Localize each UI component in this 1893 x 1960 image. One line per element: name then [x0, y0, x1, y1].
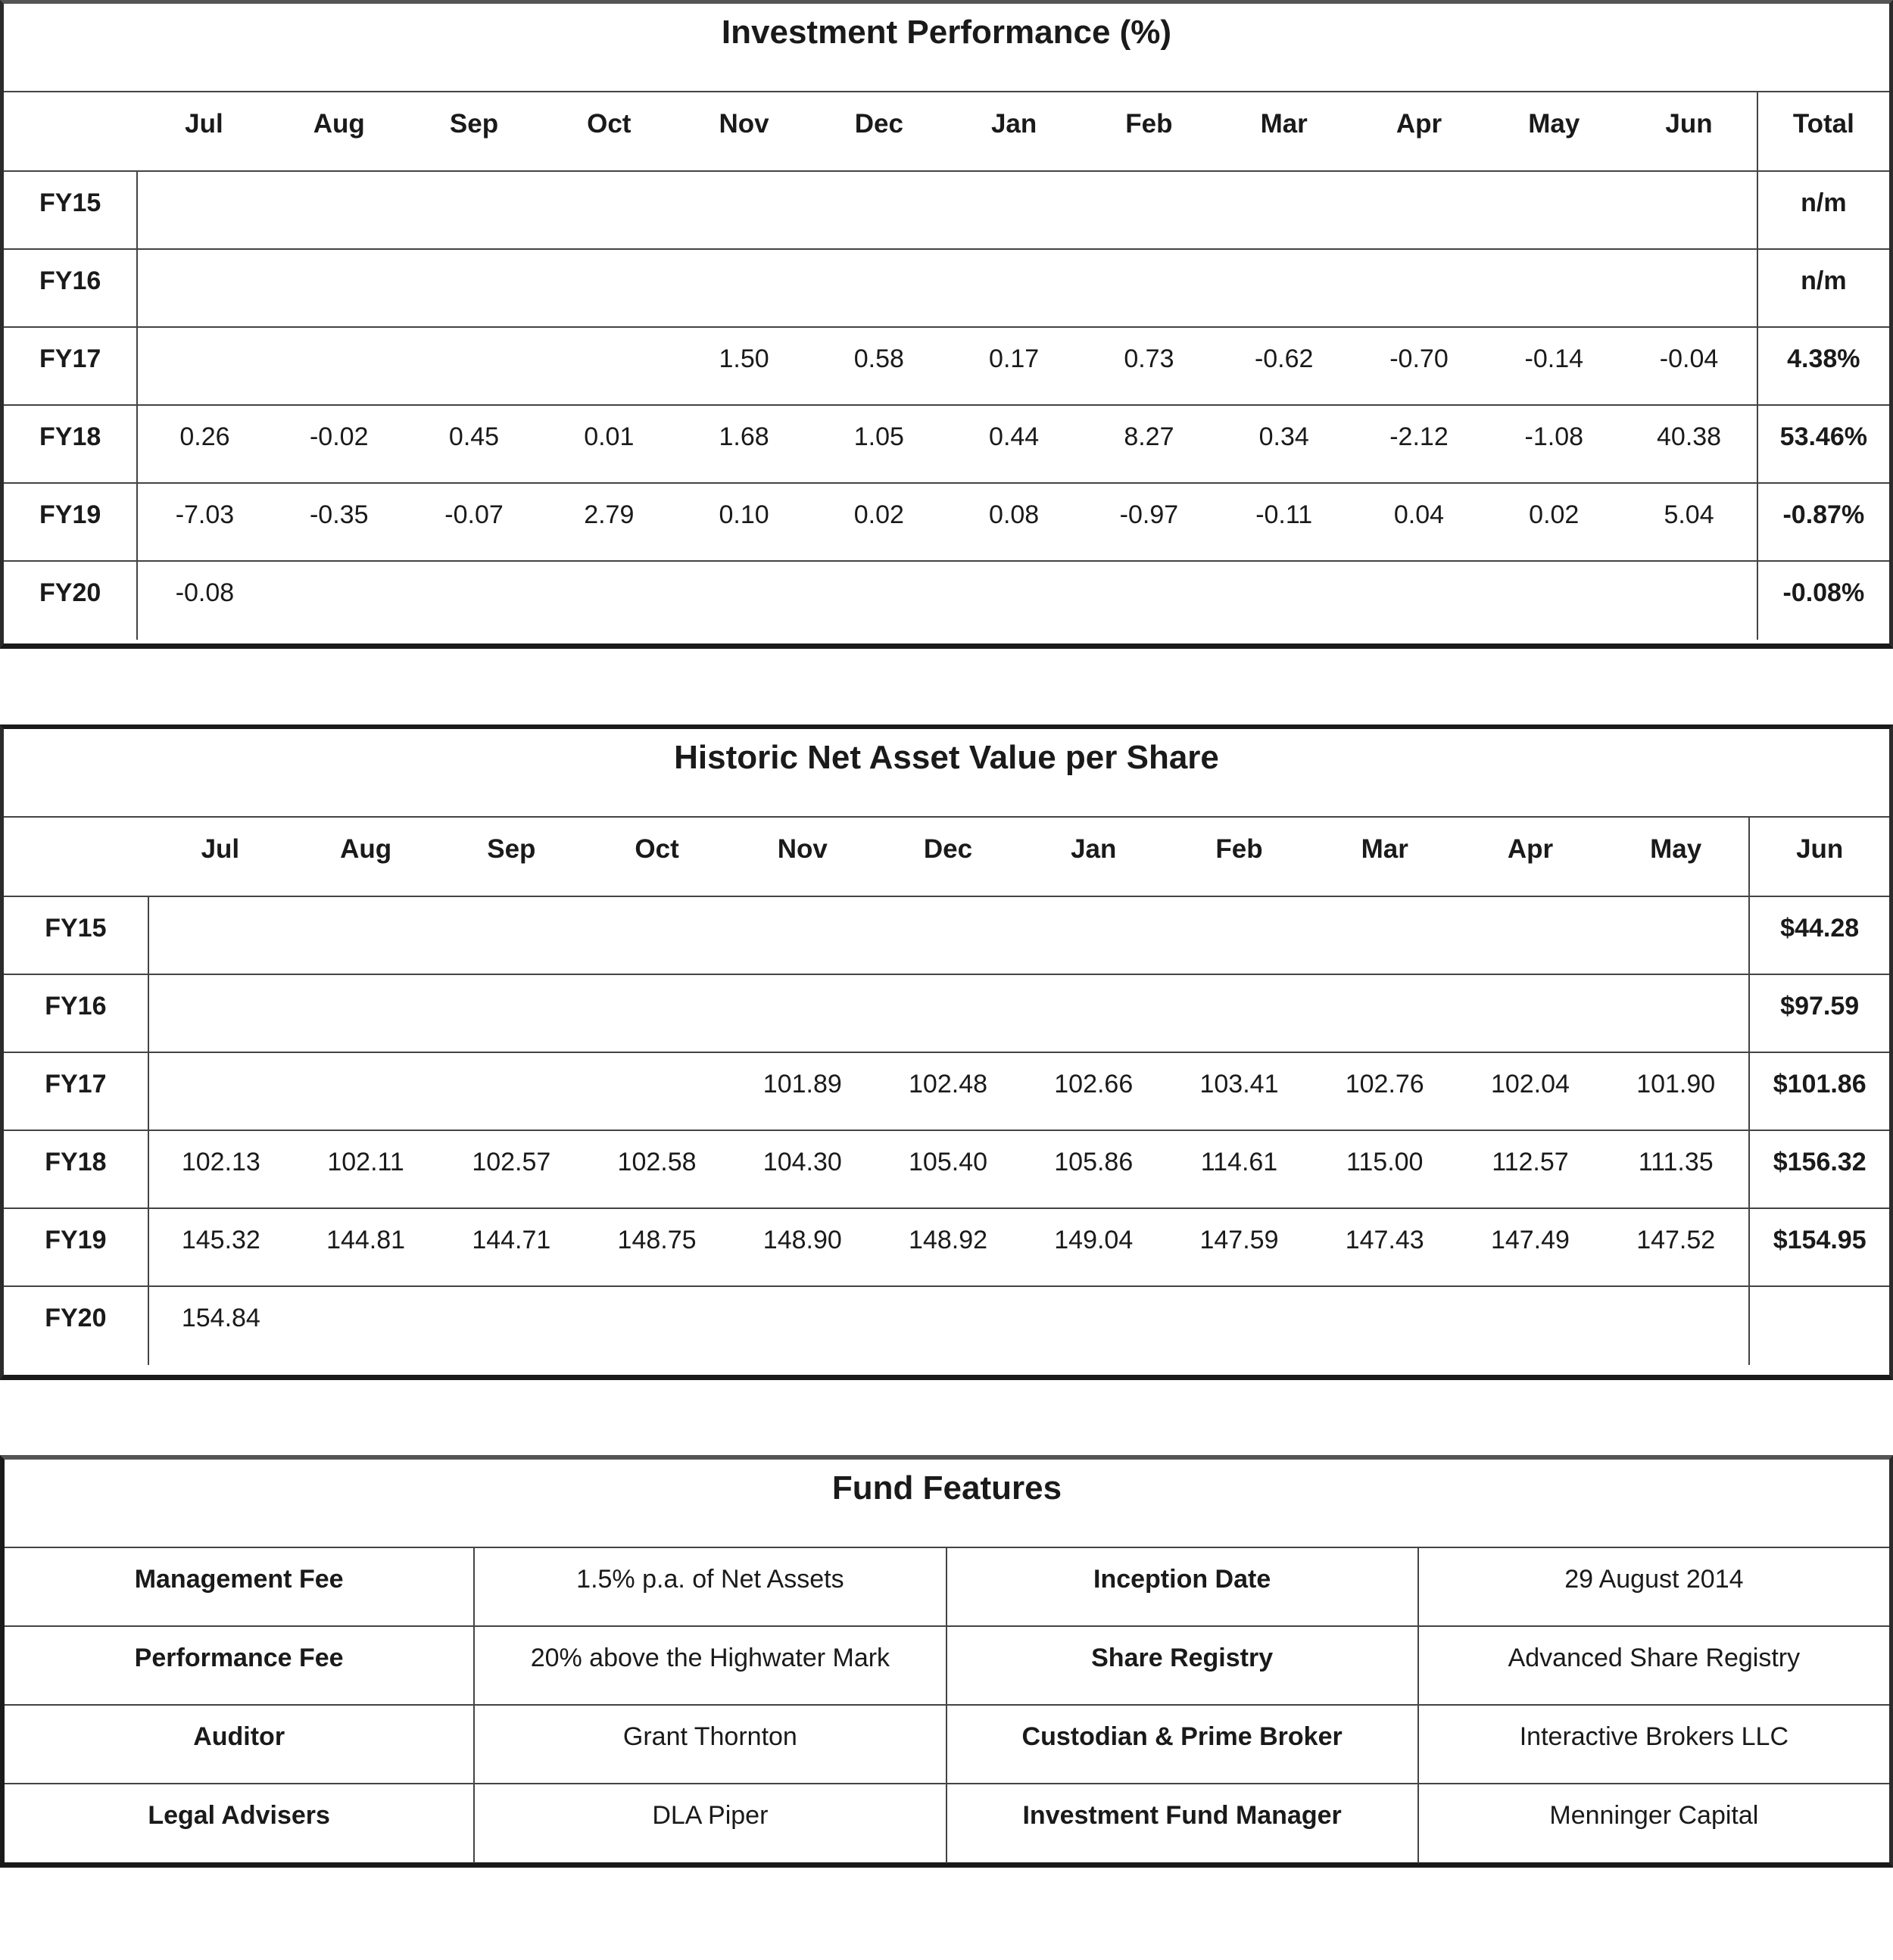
total-cell	[1748, 1287, 1889, 1365]
column-header: Sep	[449, 109, 499, 139]
data-cell	[1166, 975, 1311, 1052]
column-header: May	[1528, 109, 1580, 139]
data-cell: 102.48	[909, 1070, 988, 1098]
data-cell	[293, 975, 438, 1052]
total-cell: $44.28	[1748, 897, 1889, 974]
data-cell	[1603, 975, 1748, 1052]
column-header: May	[1650, 834, 1702, 864]
data-cell: 104.30	[763, 1148, 842, 1176]
data-cell	[1081, 250, 1216, 326]
data-cell: 102.11	[327, 1148, 404, 1176]
table-row	[4, 897, 1889, 975]
feature-value: 29 August 2014	[1417, 1548, 1889, 1625]
data-cell	[136, 250, 271, 326]
data-cell	[541, 328, 676, 404]
data-cell	[1352, 172, 1486, 248]
feature-value: DLA Piper	[473, 1784, 945, 1863]
table-row	[4, 172, 1889, 250]
data-cell	[293, 897, 438, 974]
data-cell	[1486, 250, 1621, 326]
data-cell	[438, 975, 584, 1052]
data-cell: 101.89	[763, 1070, 842, 1098]
column-header: Sep	[487, 834, 536, 864]
corner-cell	[4, 92, 136, 170]
data-cell	[676, 250, 811, 326]
table-title: Historic Net Asset Value per Share	[4, 729, 1889, 818]
column-header: Jan	[990, 109, 1037, 139]
row-label: FY20	[45, 1304, 107, 1332]
data-cell	[1021, 1287, 1166, 1365]
column-header: Oct	[635, 834, 679, 864]
corner-cell	[4, 818, 148, 896]
data-cell: -0.70	[1389, 344, 1449, 373]
data-cell: -2.12	[1389, 422, 1449, 451]
data-cell: 105.86	[1054, 1148, 1134, 1176]
total-cell: n/m	[1757, 250, 1889, 326]
header-row	[4, 818, 1889, 897]
table-row	[5, 1627, 1889, 1706]
data-cell: -1.08	[1524, 422, 1584, 451]
total-cell: $101.86	[1748, 1053, 1889, 1130]
data-cell	[1217, 562, 1352, 640]
data-cell	[676, 172, 811, 248]
data-cell	[1166, 1287, 1311, 1365]
data-cell: 1.68	[719, 422, 769, 451]
data-cell	[1486, 562, 1621, 640]
data-cell	[730, 975, 875, 1052]
data-cell: 5.04	[1664, 500, 1714, 529]
data-cell	[136, 328, 271, 404]
data-cell: 144.71	[472, 1226, 551, 1254]
data-cell	[946, 562, 1081, 640]
row-label: FY18	[45, 1148, 107, 1176]
data-cell	[407, 328, 541, 404]
data-cell: 103.41	[1199, 1070, 1279, 1098]
data-cell: 148.92	[909, 1226, 988, 1254]
data-cell: 0.01	[584, 422, 635, 451]
table-row	[5, 1706, 1889, 1784]
data-cell	[1166, 897, 1311, 974]
data-cell: -0.11	[1255, 500, 1313, 529]
feature-label: Share Registry	[946, 1627, 1417, 1704]
column-header: Jul	[185, 109, 223, 139]
data-cell	[1486, 172, 1621, 248]
column-header: Jun	[1665, 109, 1713, 139]
data-cell	[1081, 172, 1216, 248]
column-header: Mar	[1260, 109, 1308, 139]
data-cell	[812, 562, 946, 640]
feature-label: Management Fee	[134, 1565, 344, 1594]
table-row	[5, 1548, 1889, 1627]
column-header: Jan	[1071, 834, 1117, 864]
feature-value: Interactive Brokers LLC	[1417, 1706, 1889, 1783]
data-cell	[438, 1287, 584, 1365]
data-cell	[272, 328, 407, 404]
data-cell	[272, 562, 407, 640]
column-header: Jul	[201, 834, 240, 864]
feature-label: Performance Fee	[134, 1644, 344, 1672]
data-cell	[875, 897, 1021, 974]
table-row	[4, 1209, 1889, 1287]
data-cell: 144.81	[326, 1226, 406, 1254]
data-cell	[584, 1287, 729, 1365]
total-cell: n/m	[1757, 172, 1889, 248]
feature-label: Custodian & Prime Broker	[946, 1706, 1417, 1783]
data-cell: -0.35	[309, 500, 369, 529]
row-label: FY19	[45, 1226, 107, 1254]
fund-features-table	[0, 1455, 1893, 1868]
table-row	[4, 975, 1889, 1053]
row-label: FY15	[39, 189, 101, 217]
table-title: Fund Features	[5, 1460, 1889, 1548]
data-cell	[730, 897, 875, 974]
data-cell: 0.02	[1529, 500, 1580, 529]
table-body	[5, 1548, 1889, 1863]
investment-performance-table	[0, 0, 1893, 649]
table-row	[4, 1287, 1889, 1365]
column-header: Aug	[340, 834, 392, 864]
total-cell: $97.59	[1748, 975, 1889, 1052]
data-cell: 102.58	[617, 1148, 697, 1176]
data-cell: 0.26	[136, 406, 271, 482]
data-cell: 0.04	[1393, 500, 1445, 529]
header-row	[4, 92, 1889, 172]
data-cell	[875, 1287, 1021, 1365]
data-cell	[1217, 172, 1352, 248]
data-cell	[1352, 562, 1486, 640]
table-row	[5, 1784, 1889, 1863]
data-cell	[1458, 1287, 1603, 1365]
feature-label: Auditor	[193, 1722, 285, 1751]
column-header: Dec	[923, 834, 973, 864]
table-row	[4, 406, 1889, 484]
row-label: FY16	[39, 266, 101, 295]
data-cell: 102.13	[148, 1131, 293, 1207]
feature-value: 1.5% p.a. of Net Assets	[473, 1548, 945, 1625]
data-cell	[136, 172, 271, 248]
column-header: Feb	[1215, 834, 1263, 864]
row-label: FY16	[45, 992, 107, 1021]
data-cell: 148.75	[617, 1226, 697, 1254]
feature-label: Investment Fund Manager	[946, 1784, 1417, 1863]
data-cell: 148.90	[763, 1226, 842, 1254]
total-cell: 53.46%	[1757, 406, 1889, 482]
data-cell: 0.58	[853, 344, 904, 373]
table-row	[4, 328, 1889, 406]
table-row	[4, 250, 1889, 328]
data-cell	[584, 1053, 729, 1130]
data-cell: 1.50	[719, 344, 769, 373]
data-cell	[148, 975, 293, 1052]
table-title: Investment Performance (%)	[4, 4, 1889, 92]
data-cell: 2.79	[584, 500, 635, 529]
data-cell	[1312, 975, 1458, 1052]
column-header: Nov	[777, 834, 828, 864]
data-cell	[438, 897, 584, 974]
data-cell	[946, 172, 1081, 248]
feature-value: Advanced Share Registry	[1417, 1627, 1889, 1704]
feature-value: Menninger Capital	[1417, 1784, 1889, 1863]
row-label: FY19	[39, 500, 101, 529]
data-cell	[293, 1053, 438, 1130]
row-label: FY17	[45, 1070, 107, 1098]
total-cell: -0.08%	[1757, 562, 1889, 640]
data-cell: 147.49	[1490, 1226, 1570, 1254]
data-cell	[1458, 897, 1603, 974]
data-cell: 145.32	[148, 1209, 293, 1285]
column-header: Aug	[313, 109, 365, 139]
data-cell	[407, 172, 541, 248]
data-cell: -7.03	[136, 484, 271, 560]
table-row	[4, 1131, 1889, 1209]
data-cell	[1352, 250, 1486, 326]
data-cell	[407, 562, 541, 640]
data-cell	[584, 897, 729, 974]
data-cell	[1312, 897, 1458, 974]
data-cell: 114.61	[1200, 1148, 1278, 1176]
column-header: Jun	[1748, 818, 1889, 896]
data-cell: 149.04	[1054, 1226, 1134, 1254]
nav-per-share-table	[0, 724, 1893, 1380]
data-cell	[407, 250, 541, 326]
column-header: Apr	[1507, 834, 1554, 864]
total-cell: -0.87%	[1757, 484, 1889, 560]
data-cell: 0.02	[853, 500, 904, 529]
data-cell: -0.62	[1254, 344, 1314, 373]
table-row	[4, 562, 1889, 640]
total-cell: $154.95	[1748, 1209, 1889, 1285]
data-cell: 0.17	[989, 344, 1040, 373]
data-cell	[1621, 172, 1756, 248]
data-cell	[730, 1287, 875, 1365]
data-cell	[875, 975, 1021, 1052]
data-cell	[272, 250, 407, 326]
data-cell	[541, 562, 676, 640]
data-cell: 102.76	[1345, 1070, 1424, 1098]
table-row	[4, 484, 1889, 562]
data-cell	[1621, 250, 1756, 326]
data-cell	[1021, 975, 1166, 1052]
data-cell: 0.44	[989, 422, 1040, 451]
data-cell	[148, 1053, 293, 1130]
data-cell: 0.73	[1124, 344, 1174, 373]
column-header: Mar	[1361, 834, 1408, 864]
data-cell	[1458, 975, 1603, 1052]
data-cell: 112.57	[1492, 1148, 1569, 1176]
data-cell: -0.08	[136, 562, 271, 640]
data-cell	[1081, 562, 1216, 640]
data-cell: -0.02	[309, 422, 369, 451]
column-header: Oct	[587, 109, 632, 139]
column-header: Total	[1757, 92, 1889, 170]
column-header: Feb	[1125, 109, 1173, 139]
data-cell: 0.10	[719, 500, 769, 529]
data-cell: -0.07	[444, 500, 504, 529]
data-cell: 1.05	[853, 422, 904, 451]
data-cell	[272, 172, 407, 248]
table-body	[4, 897, 1889, 1365]
data-cell	[946, 250, 1081, 326]
data-cell	[1621, 562, 1756, 640]
data-cell: 0.34	[1258, 422, 1309, 451]
column-header: Apr	[1396, 109, 1442, 139]
total-cell: 4.38%	[1757, 328, 1889, 404]
data-cell	[812, 172, 946, 248]
data-cell: 0.45	[448, 422, 500, 451]
data-cell: -0.04	[1659, 344, 1719, 373]
data-cell: 111.35	[1638, 1148, 1714, 1176]
column-header: Nov	[719, 109, 769, 139]
data-cell: 102.04	[1490, 1070, 1570, 1098]
row-label: FY17	[39, 344, 101, 373]
feature-label: Inception Date	[946, 1548, 1417, 1625]
data-cell	[541, 250, 676, 326]
data-cell	[584, 975, 729, 1052]
data-cell: 105.40	[909, 1148, 988, 1176]
table-row	[4, 1053, 1889, 1131]
data-cell: 102.57	[472, 1148, 551, 1176]
data-cell	[148, 897, 293, 974]
data-cell	[541, 172, 676, 248]
data-cell	[438, 1053, 584, 1130]
table-body	[4, 172, 1889, 640]
data-cell	[676, 562, 811, 640]
row-label: FY15	[45, 914, 107, 943]
data-cell	[1217, 250, 1352, 326]
data-cell: 115.00	[1346, 1148, 1424, 1176]
data-cell: 0.08	[989, 500, 1040, 529]
data-cell	[1312, 1287, 1458, 1365]
total-cell: $156.32	[1748, 1131, 1889, 1207]
data-cell	[1603, 897, 1748, 974]
data-cell: 40.38	[1657, 422, 1722, 451]
feature-value: 20% above the Highwater Mark	[473, 1627, 945, 1704]
feature-value: Grant Thornton	[473, 1706, 945, 1783]
data-cell: 154.84	[148, 1287, 293, 1365]
data-cell: 8.27	[1124, 422, 1174, 451]
data-cell: 102.66	[1054, 1070, 1134, 1098]
data-cell: -0.97	[1119, 500, 1179, 529]
row-label: FY18	[39, 422, 101, 451]
feature-label: Legal Advisers	[148, 1801, 330, 1830]
data-cell	[1603, 1287, 1748, 1365]
data-cell: 101.90	[1636, 1070, 1716, 1098]
data-cell	[1021, 897, 1166, 974]
row-label: FY20	[39, 578, 101, 607]
data-cell: 147.43	[1345, 1226, 1424, 1254]
data-cell	[293, 1287, 438, 1365]
column-header: Dec	[854, 109, 903, 139]
data-cell: 147.52	[1636, 1226, 1716, 1254]
data-cell: 147.59	[1199, 1226, 1279, 1254]
data-cell	[812, 250, 946, 326]
data-cell: -0.14	[1524, 344, 1584, 373]
